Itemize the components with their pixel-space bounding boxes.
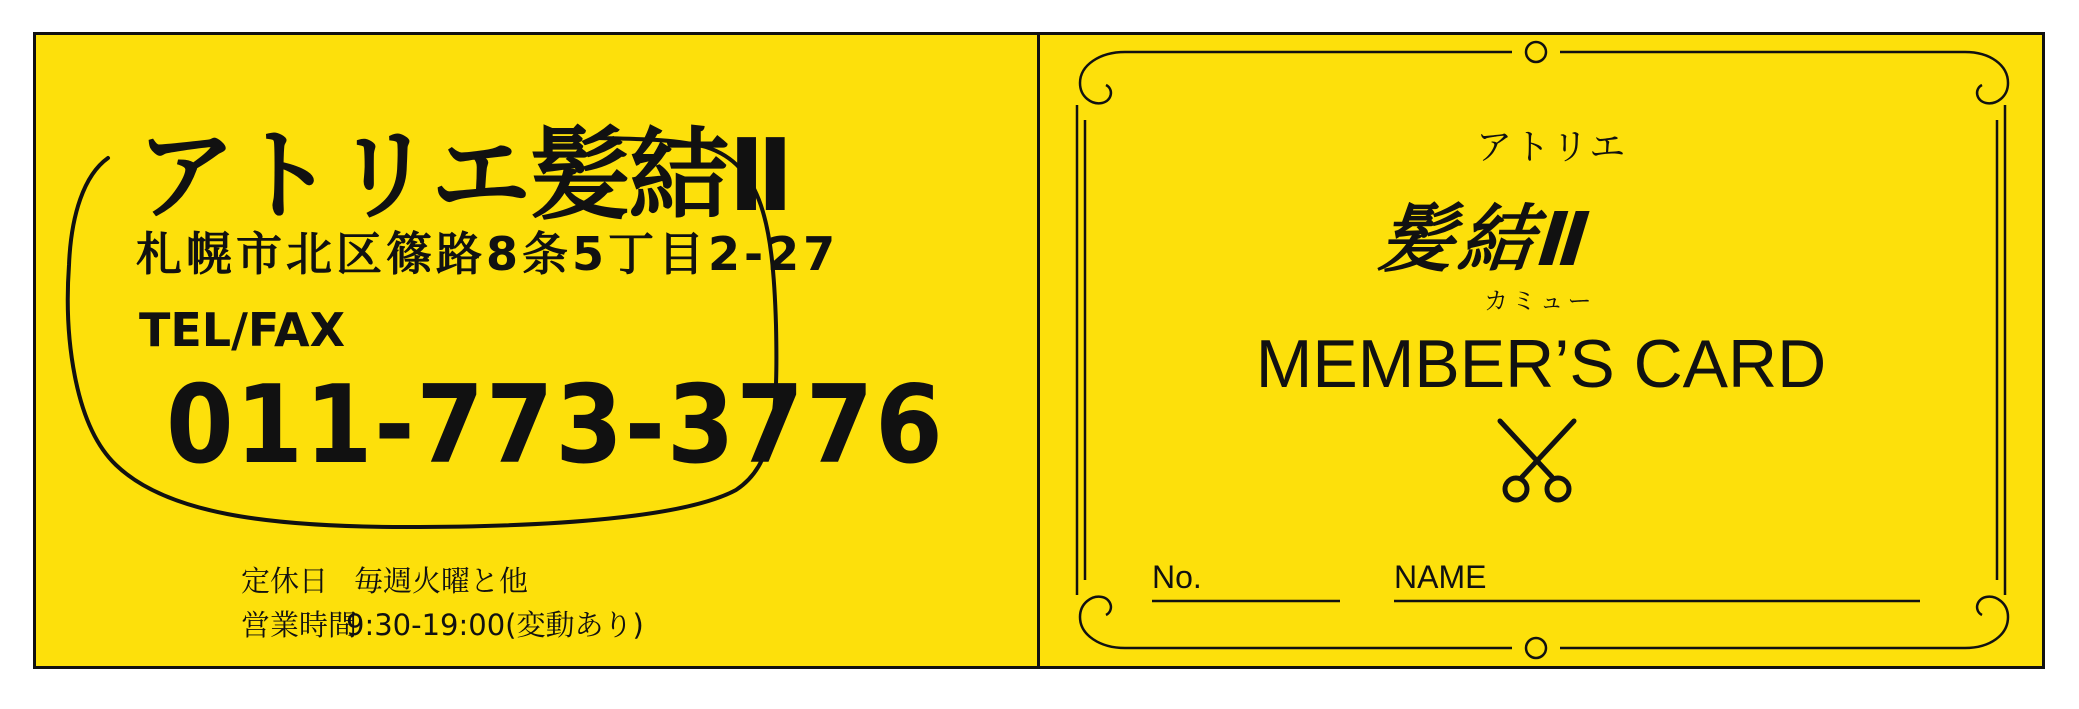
shop-address: 札幌市北区篠路8条5丁目2-27 [136, 227, 840, 281]
member-name-label: NAME [1394, 559, 1487, 595]
shop-info-card [33, 32, 1040, 669]
member-card-title: MEMBER’S CARD [1255, 326, 1827, 402]
closed-days-label: 定休日 [241, 564, 329, 598]
member-card [1037, 32, 2045, 669]
business-hours-value: 9:30-19:00(変動あり) [346, 608, 644, 642]
tel-fax-label: TEL/FAX [139, 303, 346, 357]
scissors-icon [1496, 417, 1578, 505]
phone-number[interactable]: 011-773-3776 [166, 363, 945, 488]
business-hours-label: 営業時間 [241, 608, 358, 642]
closed-days-value: 毎週火曜と他 [354, 564, 529, 598]
member-number-label: No. [1152, 559, 1202, 595]
logo-subtitle-bottom: カミュー [1484, 287, 1596, 315]
shop-name: アトリエ髪結Ⅱ [136, 117, 793, 234]
logo-main-text: 髪結Ⅱ [1374, 197, 1599, 283]
logo-subtitle-top: アトリエ [1476, 127, 1628, 168]
